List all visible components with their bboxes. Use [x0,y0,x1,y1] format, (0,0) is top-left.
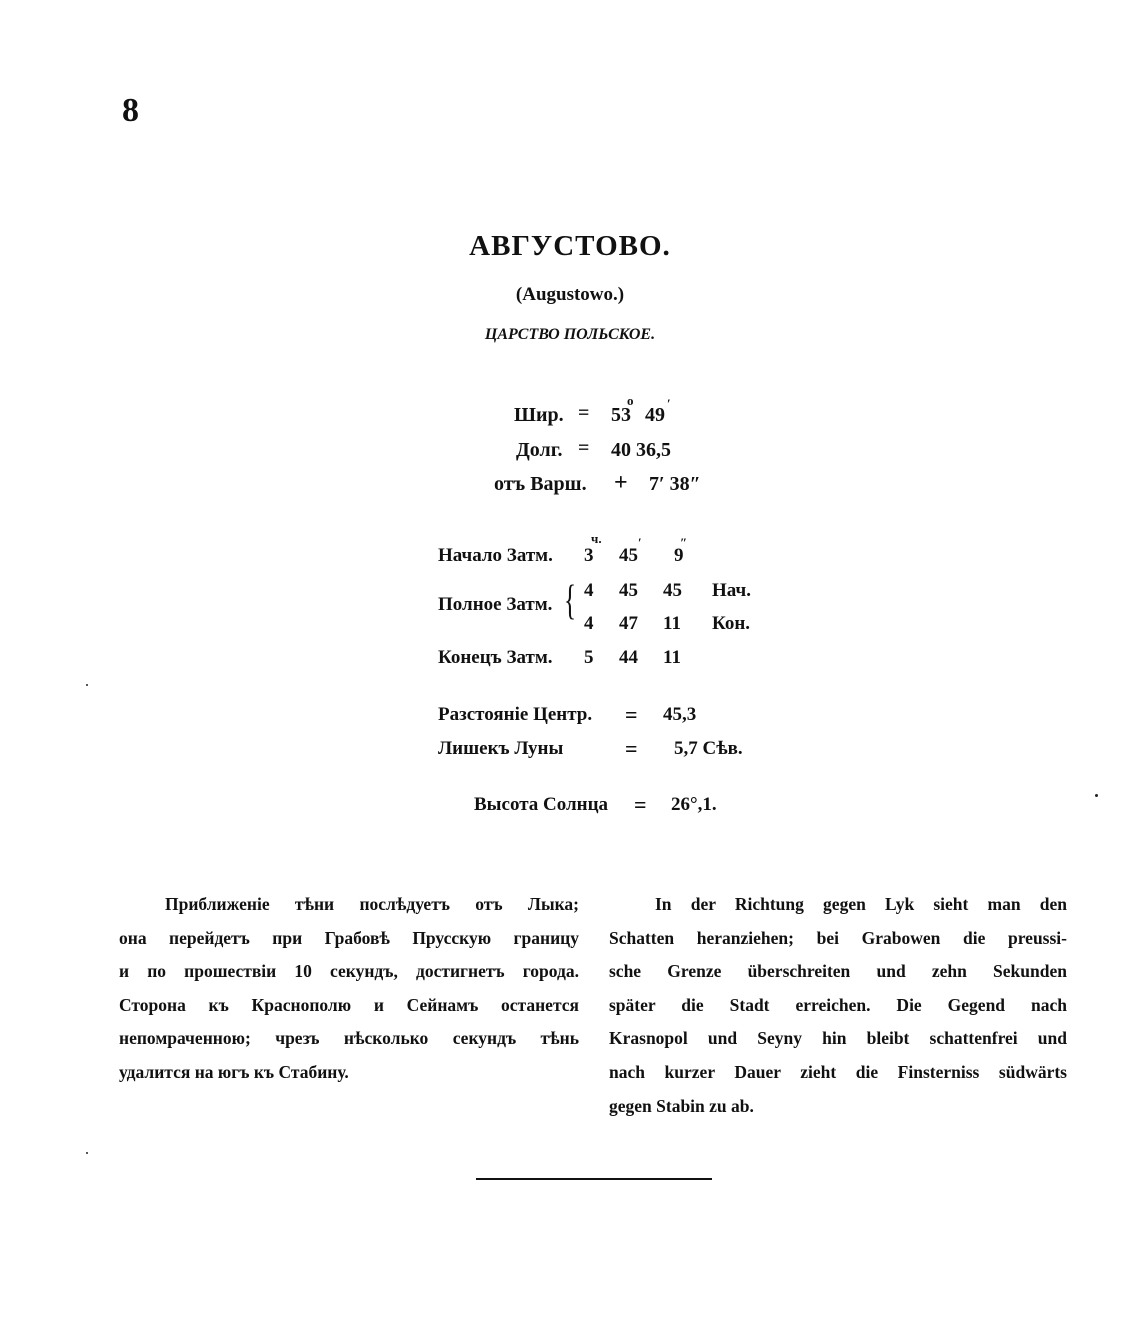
total-begin-seconds: 45 [663,580,682,601]
moon-excess-op: = [625,736,638,761]
degree-mark: o [627,393,634,408]
section-divider [476,1178,712,1180]
scan-speck [86,1152,88,1154]
minutes-unit-mark: ′ [638,535,642,550]
seconds-unit-mark: ″ [680,535,688,550]
eclipse-start-label: Начало Затм. [438,545,553,566]
latitude-minutes: 49 [645,404,665,426]
longitude-op: = [578,437,590,459]
place-title: АВГУСТОВО. [469,230,671,262]
from-warsaw-value: 7′ 38″ [649,473,701,495]
region-name: ЦАРСТВО ПОЛЬСКОЕ. [484,326,656,343]
eclipse-start-seconds: 9 [674,545,684,566]
eclipse-end-minutes: 44 [619,647,638,668]
eclipse-start-minutes: 45 [619,545,638,566]
latitude-op: = [578,402,590,424]
russian-line: Приближеніе тѣни послѣдуетъ отъ Лыка; [165,894,579,914]
sun-altitude-value: 26°,1. [671,794,717,815]
moon-excess-value: 5,7 Сѣв. [674,738,743,759]
minute-mark: ′ [667,396,671,411]
place-subtitle: (Augustowo.) [515,284,625,305]
sun-altitude-label: Высота Солнца [474,794,609,815]
german-line: später die Stadt erreichen. Die Gegend nach [609,994,1067,1015]
total-eclipse-brace: { [564,578,577,624]
latitude-degrees: 53 [611,404,631,426]
moon-excess-label: Лишекъ Луны [438,738,564,759]
page-number: 8 [122,92,139,129]
total-end-tag: Кон. [712,613,751,634]
hours-unit-mark: ч. [591,531,602,546]
german-line: In der Richtung gegen Lyk sieht man den [655,894,1067,914]
german-line: sche Grenze überschreiten und zehn Sekunden [609,961,1067,982]
german-description [609,888,1067,1123]
eclipse-end-seconds: 11 [663,647,681,668]
from-warsaw-label: отъ Варш. [494,473,587,495]
russian-line: она перейдетъ при Грабовѣ Прусскую границу [119,927,579,948]
total-begin-minutes: 45 [619,580,638,601]
scan-speck [86,684,88,686]
russian-line: Сторона къ Краснополю и Сейнамъ останется [119,994,579,1015]
center-distance-label: Разстояніе Центр. [438,704,593,725]
total-begin-tag: Нач. [712,580,751,601]
total-end-seconds: 11 [663,613,681,634]
total-begin-hours: 4 [584,580,594,601]
longitude-label: Долг. [516,439,563,461]
german-line: Schatten heranziehen; bei Grabowen die preussi- [609,927,1067,948]
german-line: nach kurzer Dauer zieht die Finsterniss südwärts [609,1061,1067,1082]
russian-line: и по прошествіи 10 секундъ, достигнетъ города. [119,961,579,982]
longitude-value: 40 36,5 [611,439,671,461]
center-distance-value: 45,3 [663,704,697,725]
latitude-label: Шир. [514,404,564,426]
russian-description [119,888,579,1090]
center-distance-op: = [625,702,638,727]
total-end-hours: 4 [584,613,594,634]
german-line: Krasnopol und Seyny hin bleibt schattenfrei und [609,1028,1067,1049]
eclipse-end-hours: 5 [584,647,594,668]
from-warsaw-op: + [614,470,628,496]
german-line: gegen Stabin zu ab. [609,1095,754,1116]
total-end-minutes: 47 [619,613,638,634]
russian-line: непомраченною; чрезъ нѣсколько секундъ тѣнь [119,1028,579,1049]
russian-line: удалится на югъ къ Стабину. [119,1061,349,1082]
eclipse-start-hours: 3 [584,545,594,566]
sun-altitude-op: = [634,792,647,817]
total-eclipse-label: Полное Затм. [438,594,553,615]
eclipse-end-label: Конецъ Затм. [438,647,553,668]
scan-speck [1095,794,1098,797]
